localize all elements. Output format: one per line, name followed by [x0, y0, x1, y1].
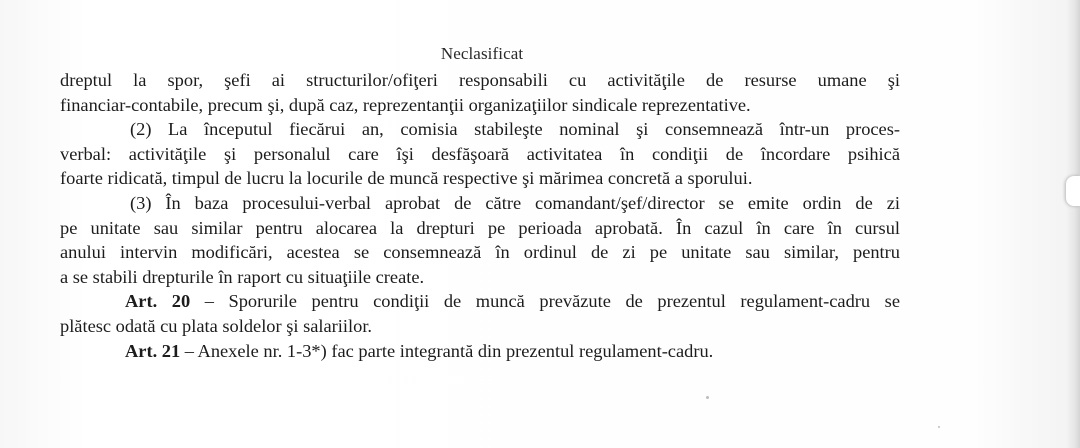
scroll-handle[interactable] [1066, 176, 1080, 206]
classification-header: Neclasificat [440, 44, 524, 63]
art20-text-1: – Sporurile pentru condiţii de muncă prevăzute de prezentul regulament-cadru se [190, 291, 900, 312]
document-body [60, 68, 900, 363]
p2-line-3: foarte ridicată, timpul de lucru la locurile de muncă respective şi mărimea concretă a sporului. [60, 168, 753, 189]
p2-line-2: verbal: activităţile şi personalul care îşi desfăşoară activitatea în condiţii de încordare psihică [60, 143, 900, 164]
p1-line-2: financiar-contabile, precum şi, după caz, reprezentanţii organizaţiilor sindicale reprezentative. [60, 94, 751, 115]
art21-line-1 [60, 339, 900, 364]
p3-line-3: anului intervin modificări, acestea se consemnează în ordinul de zi pe unitate sau similar, pentru [60, 242, 900, 263]
art21-label: Art. 21 [125, 340, 181, 361]
art21-text-1: – Anexele nr. 1-3*) fac parte integrantă din prezentul regulament-cadru. [180, 340, 714, 361]
scan-speck [706, 396, 709, 399]
p3-line-1: (3) În baza procesului-verbal aprobat de către comandant/şef/director se emite ordin de zi [130, 192, 900, 213]
art20-line-2: plătesc odată cu plata soldelor şi salariilor. [60, 315, 373, 336]
scan-speck [938, 426, 940, 428]
p1-line-1: dreptul la spor, şefi ai structurilor/ofiţeri responsabili cu activităţile de resurse umane şi [60, 70, 900, 90]
page-edge-shadow [1066, 0, 1080, 448]
p3-line-2: pe unitate sau similar pentru alocarea la drepturi pe perioada aprobată. În cazul în care în cursul [60, 217, 900, 238]
p3-line-4: a se stabili drepturile în raport cu situaţiile create. [60, 266, 425, 287]
art20-line-1 [60, 289, 900, 314]
p2-line-1: (2) La începutul fiecărui an, comisia stabileşte nominal şi consemnează într-un proces- [130, 119, 900, 140]
art20-label: Art. 20 [125, 291, 191, 312]
